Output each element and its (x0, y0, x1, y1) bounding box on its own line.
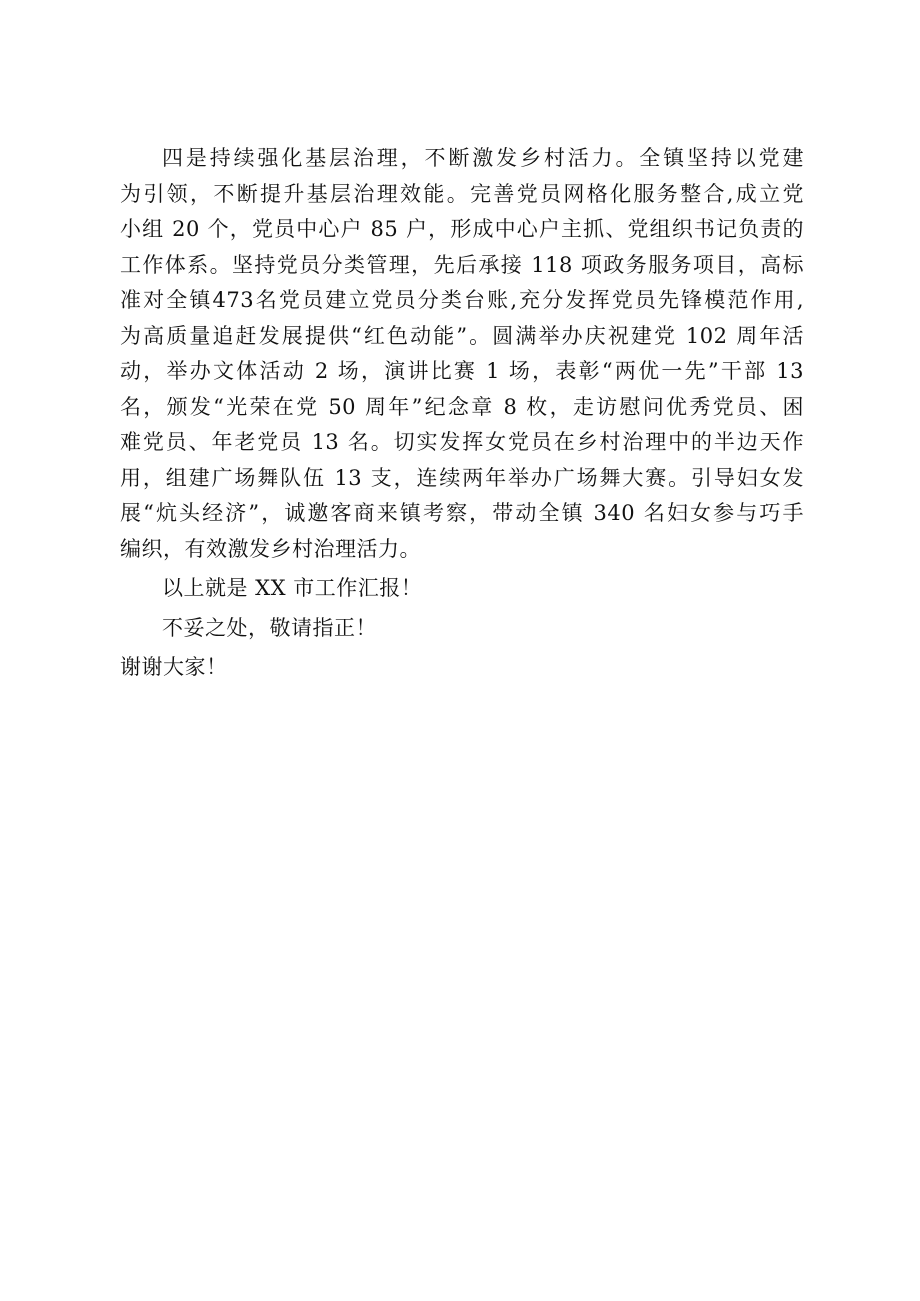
closing-report-line: 以上就是 XX 市工作汇报！ (162, 576, 423, 600)
paragraph-line: 为引领，不断提升基层治理效能。完善党员网格化服务整合,成立党 (120, 181, 804, 206)
document-body (120, 141, 804, 686)
paragraph-line: 准对全镇473名党员建立党员分类台账,充分发挥党员先锋模范作用, (120, 288, 804, 312)
paragraph-line: 展“炕头经济”，诚邀客商来镇考察，带动全镇 340 名妇女参与巧手 (120, 501, 804, 525)
paragraph-line: 编织，有效激发乡村治理活力。 (120, 536, 421, 561)
body-paragraph (120, 141, 804, 567)
closing-correction-line: 不妥之处，敬请指正！ (162, 615, 377, 640)
paragraph-line: 四是持续强化基层治理，不断激发乡村活力。全镇坚持以党建 (162, 146, 804, 170)
paragraph-line: 动，举办文体活动 2 场，演讲比赛 1 场，表彰“两优一先”干部 13 (120, 359, 804, 383)
paragraph-line: 工作体系。坚持党员分类管理，先后承接 118 项政务服务项目，高标 (120, 252, 804, 277)
paragraph-line: 用，组建广场舞队伍 13 支，连续两年举办广场舞大赛。引导妇女发 (120, 465, 804, 490)
paragraph-line: 名，颁发“光荣在党 50 周年”纪念章 8 枚，走访慰问优秀党员、困 (120, 394, 804, 419)
paragraph-line: 为高质量追赶发展提供“红色动能”。圆满举办庆祝建党 102 周年活 (120, 323, 804, 348)
paragraph-line: 难党员、年老党员 13 名。切实发挥女党员在乡村治理中的半边天作 (120, 430, 804, 454)
closing-thanks-line: 谢谢大家！ (120, 655, 228, 679)
paragraph-line: 小组 20 个，党员中心户 85 户，形成中心户主抓、党组织书记负责的 (120, 217, 804, 241)
